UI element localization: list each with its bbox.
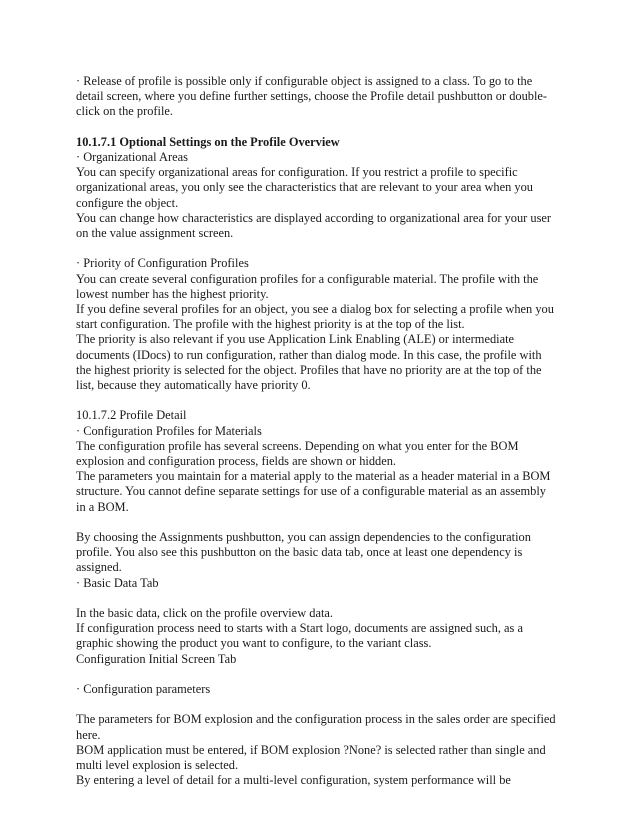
- section-heading-optional-settings: 10.1.7.1 Optional Settings on the Profile Overview: [76, 134, 340, 149]
- paragraph-bom-explosion: The parameters for BOM explosion and the configuration process in the sales order are specified here. BOM application must be entered, if BOM explosion ?None? is selected rather than single and multi level explosion is selected. By entering a level of detail for a multi-level configuration, system performance will be: [76, 712, 556, 788]
- spacer: [76, 393, 568, 408]
- spacer: [76, 591, 568, 606]
- spacer: [76, 120, 568, 135]
- spacer: [76, 697, 568, 712]
- paragraph-basic-data: In the basic data, click on the profile overview data. If configuration process need to starts with a Start logo, documents are assigned such, as a graphic showing the product you want to configure, to the variant class. Configuration Initial Screen Tab: [76, 606, 523, 666]
- paragraph-assignments: By choosing the Assignments pushbutton, you can assign dependencies to the configuration profile. You also see this pushbutton on the basic data tab, once at least one dependency is assigned. · Basic Data Tab: [76, 530, 531, 590]
- paragraph-organizational-areas: · Organizational Areas You can specify organizational areas for configuration. If you restrict a profile to specific organizational areas, you only see the characteristics that are relevant to your area when you configure the object. You can change how characteristics are displayed according to organizational area for your user on the value assignment screen.: [76, 150, 552, 241]
- spacer: [76, 241, 568, 256]
- paragraph-priority-profiles: · Priority of Configuration Profiles You can create several configuration profiles for a configurable material. The profile with the lowest number has the highest priority. If you define several profiles for an object, you see a dialog box for selecting a profile when you start configuration. The profile with the highest priority is at the top of the list. The priority is also relevant if you use Application Link Enabling (ALE) or intermediate documents (IDocs) to run configuration, rather than dialog mode. In this case, the profile with the highest priority is selected for the object. Profiles that have no priority are at the top of the list, because they automatically have priority 0.: [76, 256, 554, 393]
- paragraph-release-profile: · Release of profile is possible only if configurable object is assigned to a class. To go to the detail screen, where you define further settings, choose the Profile detail pushbutton or double- click on the profile.: [76, 74, 548, 119]
- paragraph-profile-detail: 10.1.7.2 Profile Detail · Configuration Profiles for Materials The configuration profile has several screens. Depending on what you enter for the BOM explosion and configuration process, fields are shown or hidden. The parameters you maintain for a material apply to the material as a header material in a BOM structure. You cannot define separate settings for use of a configurable material as an assembly in a BOM.: [76, 408, 551, 514]
- paragraph-configuration-parameters: · Configuration parameters: [76, 682, 211, 697]
- spacer: [76, 515, 568, 530]
- spacer: [76, 667, 568, 682]
